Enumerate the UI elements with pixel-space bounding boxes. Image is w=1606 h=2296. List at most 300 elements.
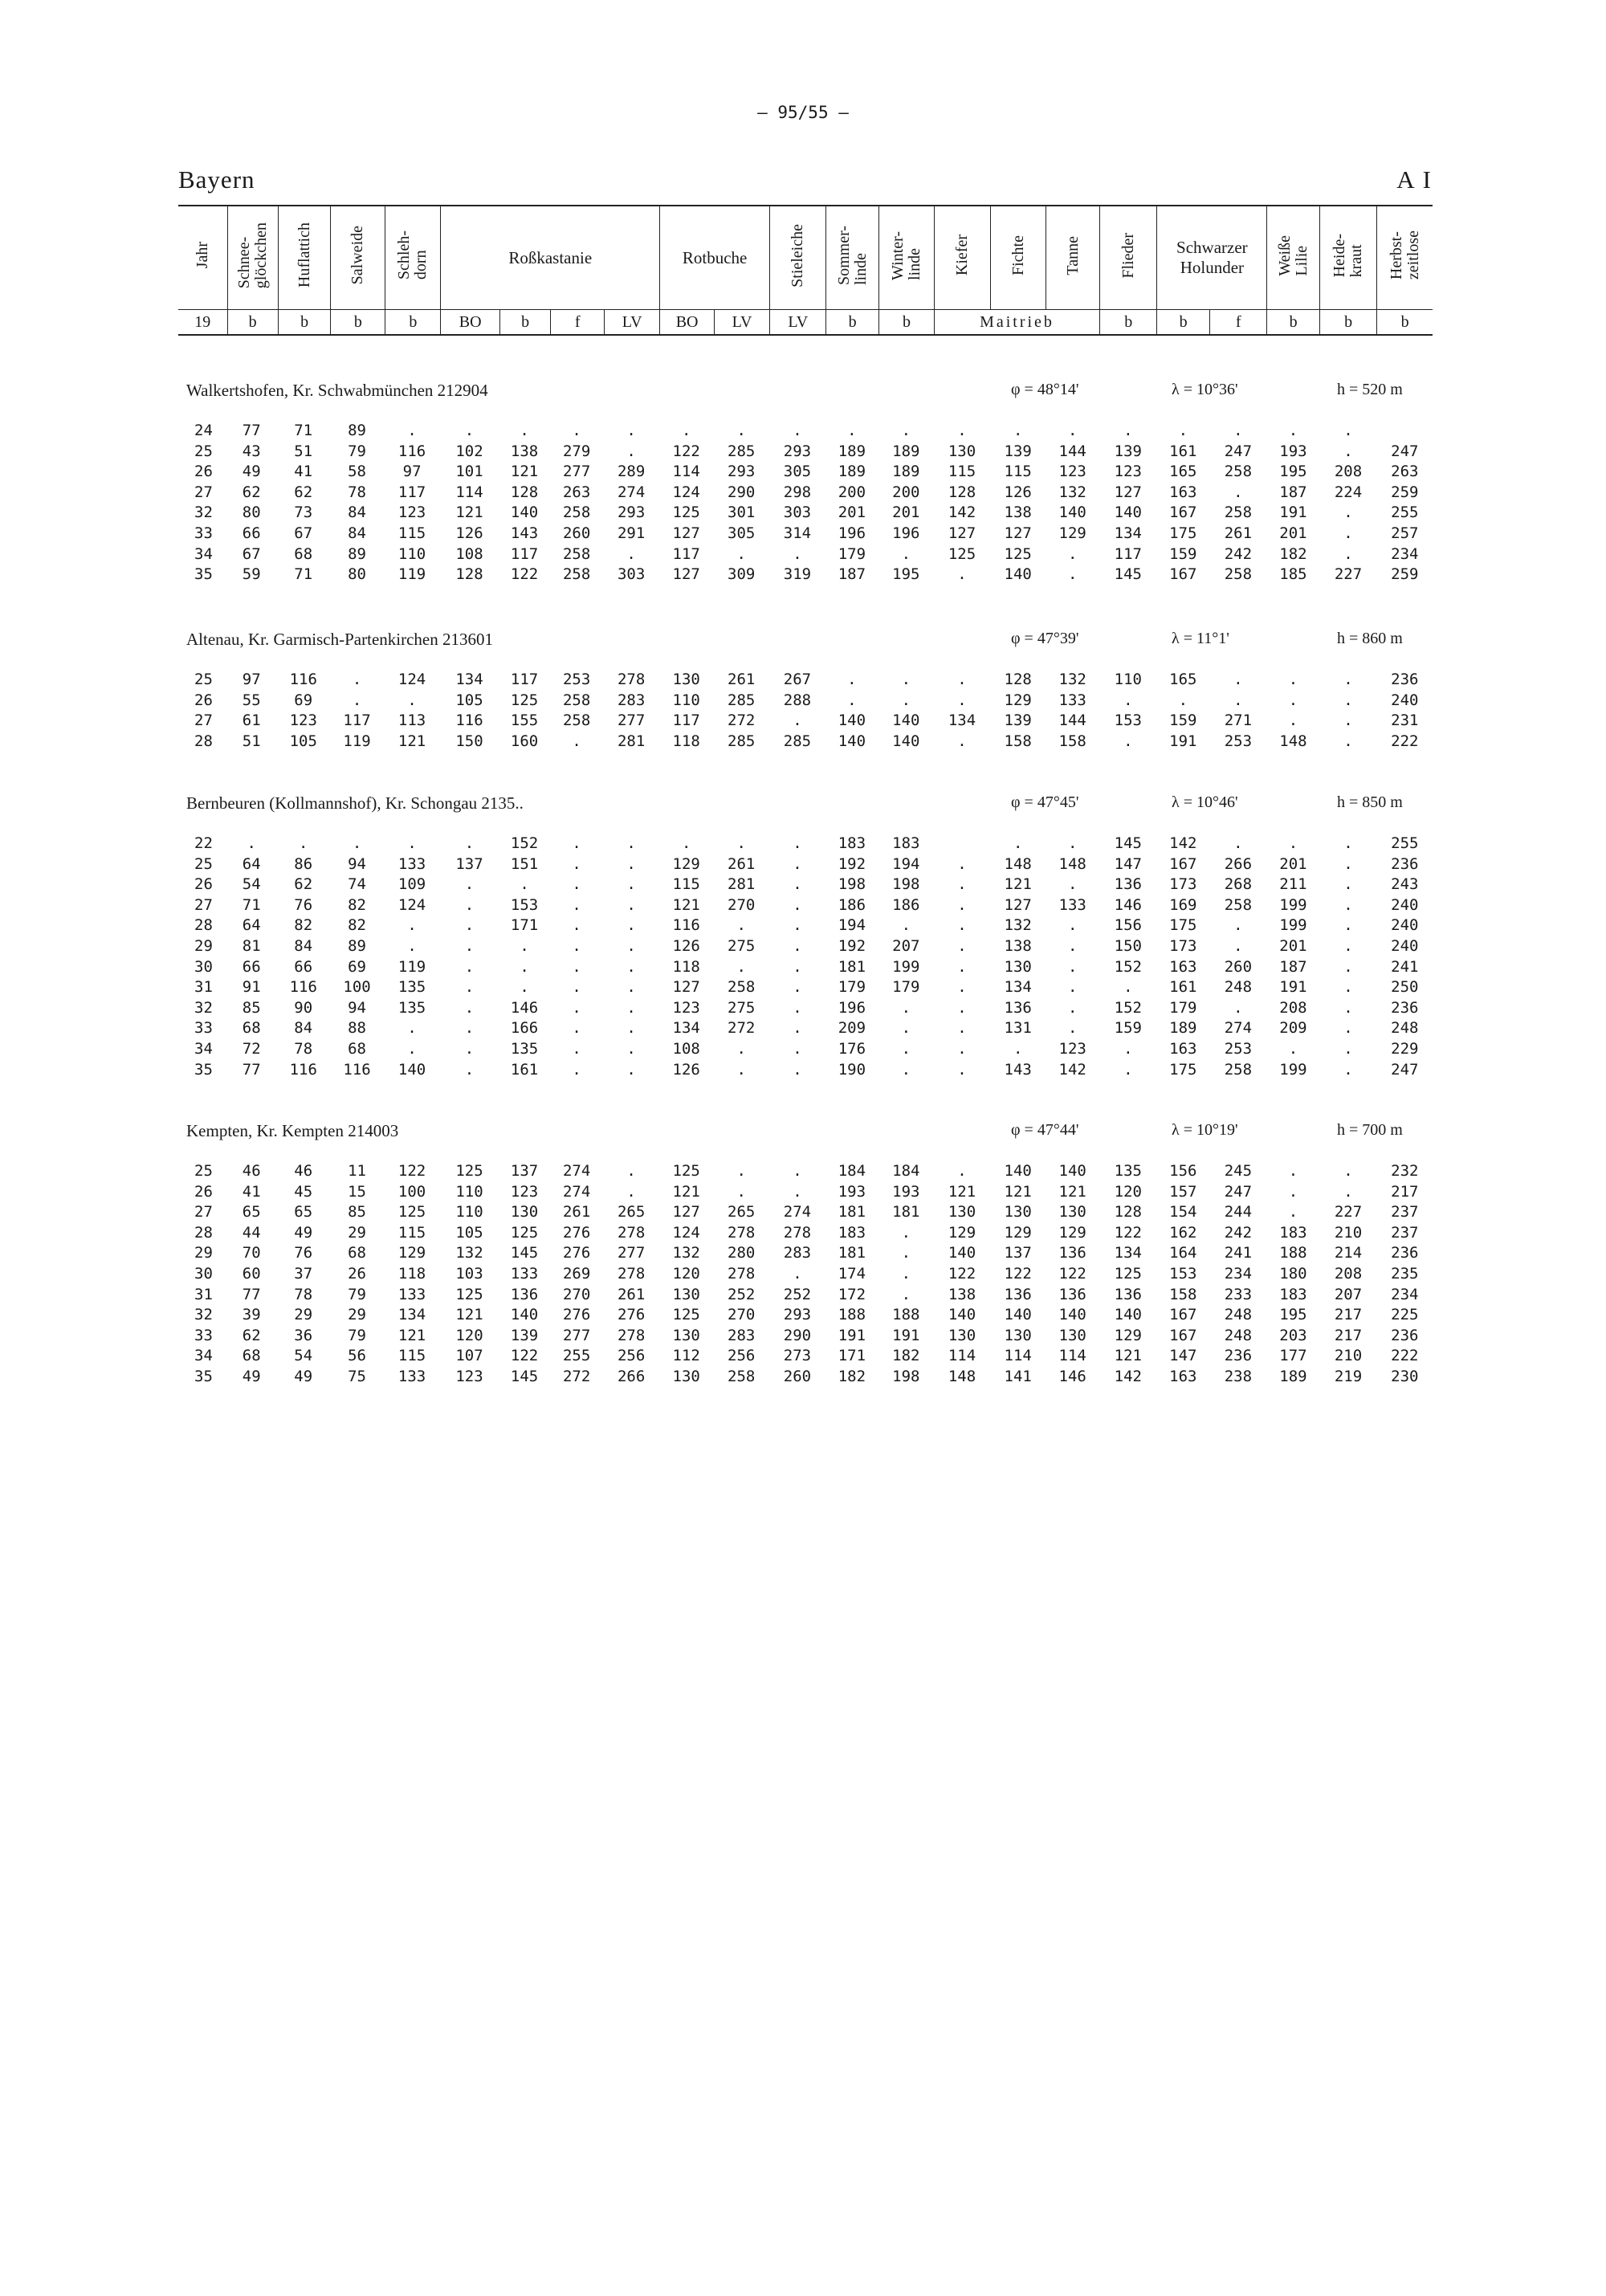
data-cell: 217 — [1391, 1182, 1419, 1201]
data-cell: 146 — [1114, 895, 1142, 914]
table-row — [186, 483, 1433, 504]
data-cell: 121 — [1058, 1182, 1086, 1201]
column-header — [660, 206, 770, 310]
data-cell: 288 — [783, 691, 812, 709]
data-cell: 49 — [294, 1367, 313, 1385]
data-cell: 97 — [402, 463, 422, 481]
data-cell: . — [847, 691, 857, 709]
data-cell: 236 — [1391, 998, 1419, 1017]
data-cell: 136 — [1004, 1285, 1032, 1303]
data-cell: 94 — [348, 998, 366, 1017]
data-cell: 79 — [348, 1326, 366, 1344]
data-cell: . — [626, 895, 636, 914]
data-cell: 258 — [1224, 565, 1253, 584]
station-lat: φ = 47°44' — [1011, 1121, 1079, 1139]
data-cell: 124 — [397, 671, 426, 688]
column-header — [878, 206, 934, 310]
data-cell: 179 — [838, 544, 866, 563]
data-cell: 182 — [892, 1347, 920, 1365]
data-cell: 241 — [1224, 1244, 1253, 1262]
data-cell: 110 — [455, 1203, 483, 1221]
data-cell: . — [1233, 834, 1243, 852]
data-cell: 275 — [728, 936, 756, 955]
data-cell: . — [901, 544, 911, 563]
table-row — [186, 1202, 1433, 1223]
data-cell: 267 — [783, 671, 812, 688]
year-cell: 33 — [194, 524, 213, 542]
data-cell: 192 — [838, 936, 866, 955]
data-cell: 276 — [617, 1306, 646, 1324]
data-cell: 67 — [242, 544, 261, 563]
data-cell: . — [1233, 422, 1243, 439]
column-header-label: Schnee- glöckchen — [234, 222, 270, 289]
data-cell: 130 — [672, 1285, 700, 1303]
data-cell: 276 — [562, 1223, 591, 1242]
data-cell: 129 — [1058, 524, 1086, 542]
data-cell: 253 — [562, 671, 591, 688]
station-data-table — [186, 1161, 1433, 1388]
data-cell: 278 — [728, 1223, 756, 1242]
data-cell: 191 — [1279, 504, 1307, 522]
column-header-label: Huflattich — [295, 222, 313, 288]
data-cell: 129 — [948, 1223, 976, 1242]
data-cell: 46 — [294, 1162, 313, 1180]
data-cell: . — [793, 1162, 802, 1180]
column-header — [991, 206, 1046, 310]
data-cell: 137 — [455, 854, 483, 873]
data-cell: 133 — [510, 1264, 539, 1283]
data-cell: 76 — [294, 1244, 313, 1262]
column-subhead: b — [1319, 310, 1376, 336]
data-cell: 305 — [783, 463, 812, 481]
data-cell: 120 — [455, 1326, 483, 1344]
data-cell: . — [520, 957, 529, 976]
data-cell: 139 — [1114, 442, 1142, 460]
data-cell: 148 — [948, 1367, 976, 1385]
data-cell: . — [1067, 957, 1078, 976]
data-cell: 117 — [1114, 544, 1142, 563]
data-cell: . — [1067, 978, 1078, 997]
data-cell: 122 — [510, 565, 539, 584]
data-cell: 140 — [1114, 504, 1142, 522]
data-cell: 116 — [343, 1060, 371, 1079]
data-cell: 211 — [1279, 875, 1307, 894]
data-cell: 145 — [510, 1244, 539, 1262]
data-cell: 229 — [1391, 1039, 1419, 1058]
data-cell: 129 — [672, 854, 700, 873]
data-cell: 191 — [1279, 978, 1307, 997]
data-cell: 242 — [1224, 1223, 1253, 1242]
data-cell: 153 — [1169, 1264, 1197, 1283]
data-cell: 240 — [1391, 916, 1419, 935]
data-cell: 130 — [672, 671, 700, 688]
data-cell: . — [1343, 998, 1353, 1017]
data-cell: 29 — [348, 1306, 366, 1324]
data-cell: 61 — [242, 712, 261, 730]
column-header-label: Fichte — [1009, 235, 1027, 275]
table-row — [186, 1039, 1433, 1060]
table-row — [186, 998, 1433, 1019]
data-cell: 247 — [1391, 1060, 1419, 1079]
year-cell: 31 — [194, 978, 213, 997]
data-cell: . — [901, 1285, 911, 1303]
data-cell: 261 — [562, 1203, 591, 1221]
data-cell: 146 — [1058, 1367, 1086, 1385]
data-cell: 127 — [672, 565, 700, 584]
data-cell: 146 — [510, 998, 539, 1017]
data-cell: . — [901, 1244, 911, 1262]
data-cell: . — [957, 1060, 967, 1079]
data-cell: . — [1343, 732, 1353, 750]
data-cell: 130 — [1004, 957, 1032, 976]
station-header — [186, 793, 1433, 821]
data-cell: 123 — [1114, 463, 1142, 481]
data-cell: 45 — [294, 1182, 313, 1201]
data-cell: 245 — [1224, 1162, 1253, 1180]
section-code: A I — [1396, 165, 1433, 194]
data-cell: 68 — [348, 1244, 366, 1262]
data-cell: 291 — [617, 524, 646, 542]
data-cell: 281 — [728, 875, 756, 894]
column-header — [1046, 206, 1100, 310]
data-cell: 120 — [1114, 1182, 1142, 1201]
data-cell: 121 — [1114, 1347, 1142, 1365]
data-cell: 121 — [1004, 1182, 1032, 1201]
table-row — [186, 916, 1433, 936]
data-cell: . — [1067, 544, 1078, 563]
data-cell: 135 — [397, 998, 426, 1017]
data-cell: 174 — [838, 1264, 866, 1283]
data-cell: . — [572, 732, 581, 750]
data-cell: . — [1343, 916, 1353, 935]
data-cell: 134 — [1114, 1244, 1142, 1262]
data-cell: 90 — [294, 998, 313, 1017]
data-cell: . — [520, 875, 529, 894]
data-cell: . — [901, 671, 911, 688]
data-cell: 148 — [1004, 854, 1032, 873]
data-cell: 214 — [1334, 1244, 1363, 1262]
data-cell: . — [793, 998, 802, 1017]
data-cell: . — [352, 834, 362, 852]
data-cell: 129 — [1004, 691, 1032, 709]
data-cell: 145 — [1114, 834, 1142, 852]
data-cell: 144 — [1058, 712, 1086, 730]
data-cell: 167 — [1169, 854, 1197, 873]
data-cell: . — [572, 1039, 581, 1058]
data-cell: 179 — [892, 978, 920, 997]
data-cell: . — [626, 422, 636, 439]
data-cell: 258 — [562, 565, 591, 584]
data-cell: 191 — [892, 1326, 920, 1344]
data-cell: 73 — [294, 504, 313, 522]
data-cell: 303 — [617, 565, 646, 584]
data-cell: 134 — [1114, 524, 1142, 542]
data-cell: 71 — [294, 565, 313, 584]
year-cell: 27 — [194, 1203, 213, 1221]
column-subhead: b — [1100, 310, 1157, 336]
station-block — [186, 1121, 1433, 1388]
data-cell: 84 — [348, 524, 366, 542]
column-subhead: b — [385, 310, 441, 336]
data-cell: 270 — [562, 1285, 591, 1303]
station-lon: λ = 11°1' — [1172, 630, 1229, 647]
data-cell: 285 — [728, 691, 756, 709]
data-cell: 108 — [672, 1039, 700, 1058]
data-cell: 129 — [1114, 1326, 1142, 1344]
data-cell: 242 — [1224, 544, 1253, 563]
data-cell: 46 — [242, 1162, 261, 1180]
data-cell: 227 — [1334, 565, 1363, 584]
data-cell: 181 — [892, 1203, 920, 1221]
data-cell: . — [793, 1060, 802, 1079]
data-cell: 268 — [1224, 875, 1253, 894]
data-cell: . — [626, 834, 636, 852]
station-lat: φ = 47°39' — [1011, 630, 1079, 647]
data-cell: 82 — [348, 916, 366, 935]
data-cell: 131 — [1004, 1019, 1032, 1038]
data-cell: 82 — [348, 895, 366, 914]
data-cell: 271 — [1224, 712, 1253, 730]
data-cell: 190 — [838, 1060, 866, 1079]
data-cell: 253 — [1224, 1039, 1253, 1058]
data-cell: 188 — [1279, 1244, 1307, 1262]
data-cell: 140 — [948, 1306, 976, 1324]
data-cell: 273 — [783, 1347, 812, 1365]
year-cell: 26 — [194, 1182, 213, 1201]
station-alt: h = 850 m — [1337, 793, 1403, 811]
data-cell: 193 — [892, 1182, 920, 1201]
data-cell: 274 — [783, 1203, 812, 1221]
data-cell: . — [1013, 422, 1023, 439]
data-cell: 258 — [562, 544, 591, 563]
column-subhead: LV — [770, 310, 826, 336]
data-cell: 293 — [783, 442, 812, 460]
data-cell: 125 — [455, 1162, 483, 1180]
station-name: Bernbeuren (Kollmannshof), Kr. Schongau 2135.. — [186, 793, 524, 813]
data-cell: 283 — [783, 1244, 812, 1262]
data-cell: 140 — [838, 712, 866, 730]
data-cell: 159 — [1169, 712, 1197, 730]
data-cell: . — [957, 565, 967, 584]
table-row — [186, 462, 1433, 483]
data-cell: 115 — [397, 1223, 426, 1242]
data-cell: . — [736, 1182, 746, 1201]
data-cell: 255 — [562, 1347, 591, 1365]
data-cell: . — [626, 1019, 636, 1038]
data-cell: . — [407, 1039, 417, 1058]
data-cell: 130 — [1058, 1326, 1086, 1344]
table-row — [186, 834, 1433, 854]
data-cell: 148 — [1279, 732, 1307, 750]
data-cell: 147 — [1114, 854, 1142, 873]
column-header — [1157, 206, 1267, 310]
table-row — [186, 503, 1433, 524]
data-cell: 156 — [1169, 1162, 1197, 1180]
data-cell: 116 — [672, 916, 700, 935]
data-cell: 142 — [1058, 1060, 1086, 1079]
data-cell: 138 — [510, 442, 539, 460]
column-header — [385, 206, 441, 310]
data-cell: 72 — [242, 1039, 261, 1058]
data-cell: 207 — [892, 936, 920, 955]
data-cell: . — [520, 422, 529, 439]
data-cell: 122 — [397, 1162, 426, 1180]
data-cell: . — [901, 998, 911, 1017]
data-cell: 191 — [838, 1326, 866, 1344]
station-lon: λ = 10°19' — [1172, 1121, 1238, 1139]
station-header — [186, 630, 1433, 657]
data-cell: 29 — [294, 1306, 313, 1324]
data-cell: 122 — [510, 1347, 539, 1365]
data-cell: 59 — [242, 565, 261, 584]
data-cell: 278 — [617, 1326, 646, 1344]
data-cell: 285 — [728, 442, 756, 460]
data-cell: . — [407, 422, 417, 439]
data-cell: 309 — [728, 565, 756, 584]
data-cell: 130 — [948, 1326, 976, 1344]
table-row — [186, 524, 1433, 544]
data-cell: . — [736, 834, 746, 852]
data-cell: 127 — [672, 524, 700, 542]
data-cell: 248 — [1391, 1019, 1419, 1038]
data-cell: 138 — [948, 1285, 976, 1303]
data-cell: 195 — [892, 565, 920, 584]
data-cell: 62 — [242, 1326, 261, 1344]
data-cell: . — [793, 1182, 802, 1201]
data-cell: 186 — [838, 895, 866, 914]
data-cell: . — [901, 1019, 911, 1038]
data-cell: 125 — [510, 1223, 539, 1242]
year-cell: 25 — [194, 442, 213, 460]
column-header-label: Kiefer — [953, 234, 972, 276]
data-cell: 293 — [783, 1306, 812, 1324]
data-cell: 183 — [892, 834, 920, 852]
data-cell: . — [1233, 936, 1243, 955]
data-cell: 119 — [397, 957, 426, 976]
data-cell: . — [464, 1039, 475, 1058]
data-cell: 78 — [348, 483, 366, 501]
data-cell: 77 — [242, 1285, 261, 1303]
year-cell: 34 — [194, 1039, 213, 1058]
column-subhead: b — [826, 310, 879, 336]
data-cell: . — [464, 957, 475, 976]
data-cell: 236 — [1391, 854, 1419, 873]
data-cell: . — [407, 834, 417, 852]
data-cell: . — [572, 936, 581, 955]
data-cell: 276 — [562, 1244, 591, 1262]
data-cell: 140 — [892, 712, 920, 730]
column-names-row — [178, 206, 1433, 310]
data-cell: 183 — [838, 834, 866, 852]
data-cell: 161 — [1169, 978, 1197, 997]
column-subhead: 19 — [178, 310, 227, 336]
data-cell: 68 — [242, 1347, 261, 1365]
data-cell: 126 — [672, 936, 700, 955]
data-cell: 114 — [948, 1347, 976, 1365]
data-cell: 187 — [838, 565, 866, 584]
data-cell: . — [736, 1039, 746, 1058]
column-header — [1100, 206, 1157, 310]
data-cell: . — [572, 895, 581, 914]
data-cell: . — [793, 422, 802, 439]
data-cell: 248 — [1224, 1306, 1253, 1324]
region-title: Bayern — [178, 165, 255, 194]
data-cell: 76 — [294, 895, 313, 914]
data-cell: 109 — [397, 875, 426, 894]
data-cell: 192 — [838, 854, 866, 873]
data-cell: 143 — [510, 524, 539, 542]
data-cell: 71 — [242, 895, 261, 914]
data-cell: . — [681, 834, 691, 852]
data-cell: 84 — [294, 936, 313, 955]
data-cell: 36 — [294, 1326, 313, 1344]
table-row — [186, 1326, 1433, 1347]
data-cell: 240 — [1391, 895, 1419, 914]
data-cell: . — [464, 936, 475, 955]
data-cell: 248 — [1224, 1326, 1253, 1344]
data-cell: 100 — [397, 1182, 426, 1201]
data-cell: 200 — [892, 483, 920, 501]
data-cell: 244 — [1224, 1203, 1253, 1221]
table-row — [186, 1346, 1433, 1367]
data-cell: 164 — [1169, 1244, 1197, 1262]
data-cell: 143 — [1004, 1060, 1032, 1079]
data-cell: . — [1343, 1060, 1353, 1079]
data-cell: 121 — [672, 1182, 700, 1201]
data-cell: 195 — [1279, 463, 1307, 481]
data-cell: 66 — [294, 957, 313, 976]
data-cell: . — [793, 936, 802, 955]
data-cell: 189 — [1279, 1367, 1307, 1385]
data-cell: 133 — [1058, 691, 1086, 709]
data-cell: 252 — [783, 1285, 812, 1303]
data-cell: 152 — [510, 834, 539, 852]
data-cell: 189 — [892, 463, 920, 481]
data-cell: 140 — [397, 1060, 426, 1079]
data-cell: 127 — [672, 978, 700, 997]
data-cell: 115 — [948, 463, 976, 481]
data-cell: . — [847, 422, 857, 439]
data-cell: 11 — [348, 1162, 366, 1180]
column-header-label: Stieleiche — [789, 223, 807, 288]
year-cell: 35 — [194, 1367, 213, 1385]
data-cell: 135 — [397, 978, 426, 997]
data-cell: . — [572, 834, 581, 852]
data-cell: 49 — [242, 463, 261, 481]
data-cell: 258 — [1224, 895, 1253, 914]
data-cell: 258 — [562, 504, 591, 522]
data-cell: . — [1067, 422, 1078, 439]
data-cell: 274 — [617, 483, 646, 501]
data-cell: 258 — [562, 712, 591, 730]
data-cell: 128 — [1114, 1203, 1142, 1221]
data-cell: 277 — [617, 712, 646, 730]
data-cell: 153 — [1114, 712, 1142, 730]
data-cell: 97 — [242, 671, 261, 688]
data-cell: 265 — [728, 1203, 756, 1221]
data-cell: . — [1233, 916, 1243, 935]
data-cell: 169 — [1169, 895, 1197, 914]
data-cell: 155 — [510, 712, 539, 730]
column-header — [1267, 206, 1320, 310]
data-cell: . — [1343, 442, 1353, 460]
data-cell: 124 — [672, 483, 700, 501]
column-subhead: Maitrieb — [935, 310, 1100, 336]
data-cell: 94 — [348, 854, 366, 873]
data-cell: 255 — [1391, 504, 1419, 522]
year-cell: 26 — [194, 691, 213, 709]
data-cell: 121 — [510, 463, 539, 481]
